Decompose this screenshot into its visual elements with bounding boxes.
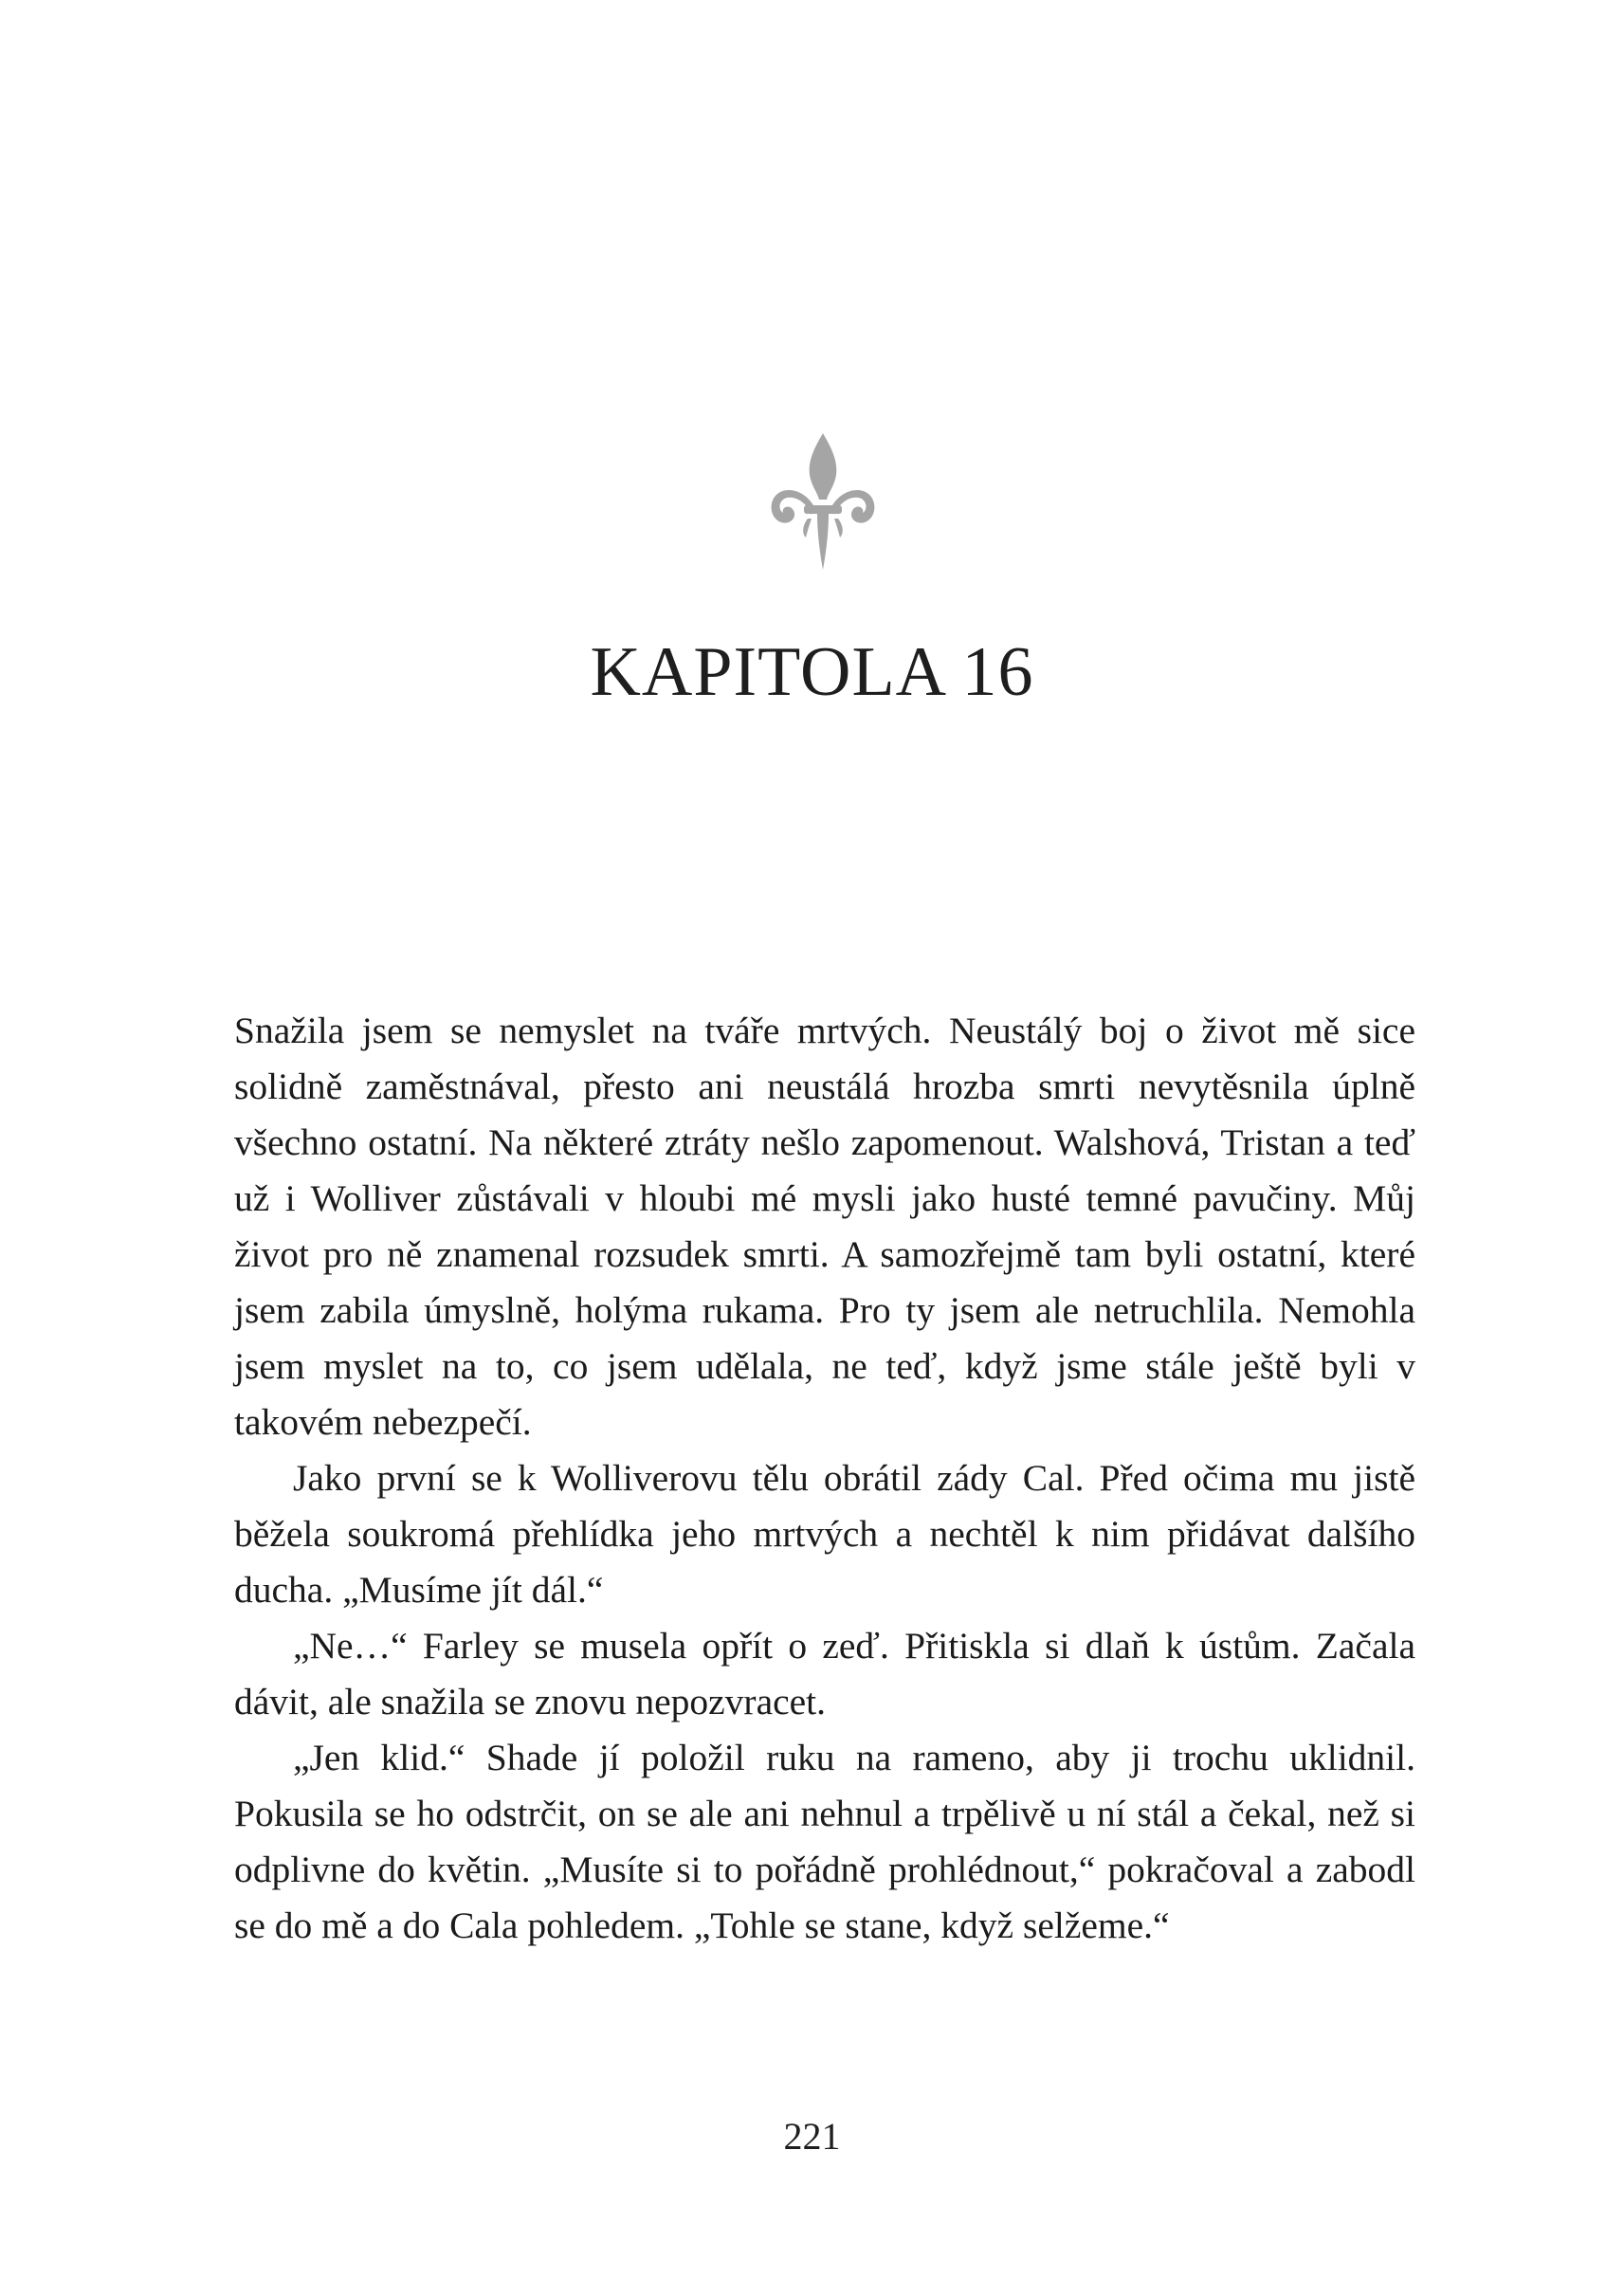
chapter-body bbox=[234, 1003, 1415, 1954]
page-number: 221 bbox=[783, 2115, 841, 2158]
paragraph: Snažila jsem se nemyslet na tváře mrtvých. Neustálý boj o život mě sice solidně zaměstnával, přesto ani neustálá hrozba smrti nevytěsnila úplně všechno ostatní. Na některé ztráty nešlo zapomenout. Walshová, Tristan a teď už i Wolliver zůstávali v hloubi mé mysli jako husté temné pavučiny. Můj život pro ně znamenal rozsudek smrti. A samozřejmě tam byli ostatní, které jsem zabila úmyslně, holýma rukama. Pro ty jsem ale netruchlila. Nemohla jsem myslet na to, co jsem udělala, ne teď, když jsme stále ještě byli v takovém nebezpečí. bbox=[234, 1010, 1415, 1443]
chapter-title: KAPITOLA 16 bbox=[590, 633, 1034, 711]
paragraph: „Jen klid.“ Shade jí položil ruku na rameno, aby ji trochu uklidnil. Pokusila se ho odstrčit, on se ale ani nehnul a trpělivě u ní stál a čekal, než si odplivne do květin. „Musíte si to pořádně prohlédnout,“ pokračoval a zabodl se do mě a do Cala pohledem. „Tohle se stane, když selžeme.“ bbox=[234, 1737, 1415, 1946]
fleur-de-lis-icon bbox=[766, 431, 880, 572]
paragraph: „Ne…“ Farley se musela opřít o zeď. Přitiskla si dlaň k ústům. Začala dávit, ale snažila se znovu nepozvracet. bbox=[234, 1625, 1415, 1722]
paragraph: Jako první se k Wolliverovu tělu obrátil zády Cal. Před očima mu jistě běžela soukromá přehlídka jeho mrtvých a nechtěl k nim přidávat dalšího ducha. „Musíme jít dál.“ bbox=[234, 1457, 1415, 1611]
